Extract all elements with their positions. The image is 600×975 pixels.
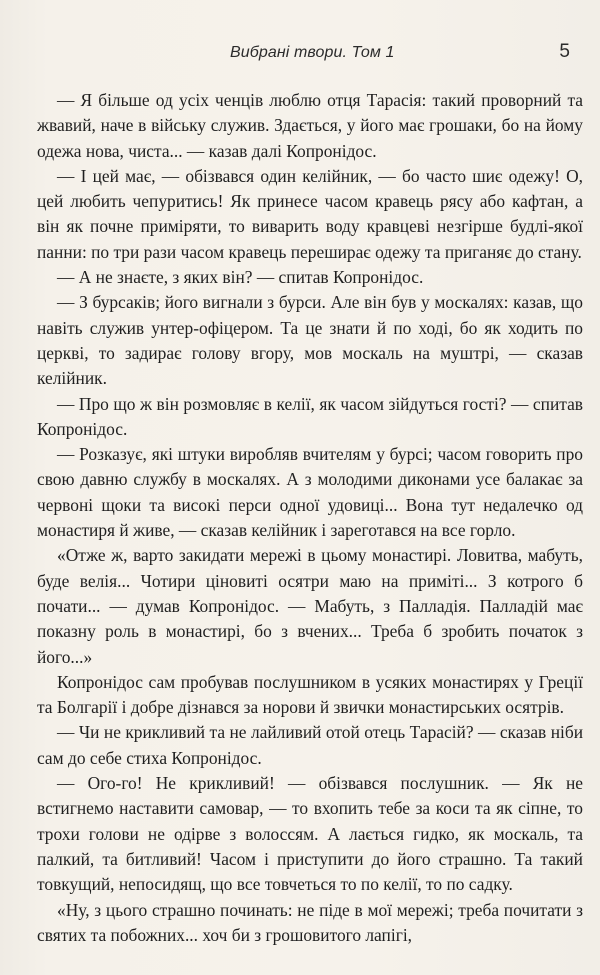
running-header [40,41,570,68]
header-title: Вибрані твори. Том 1 [230,44,395,61]
paragraph: — Розказує, які штуки виробляв вчителям у бурсі; часом говорить про свою давню службу в москалях. А з молодими диконами усе балакає за червоні щоки та високі перси одної удовиці... Вона тут недалечко од монастиря й живе, — сказав келійник і зареготався на все горло. [37,444,583,541]
paragraph: — А не знаєте, з яких він? — спитав Копронідос. [57,267,424,288]
paragraph: — Я більше од усіх ченців люблю отця Тарасія: такий проворний та жвавий, наче в війську служив. Здається, у його має грошаки, бо на йому одежа нова, чиста... — казав далі Копронідос. [37,90,583,161]
page-number: 5 [559,41,570,62]
paragraph: Копронідос сам пробував послушником в усяких монастирях у Греції та Болгарії і добре дізнався за норови й звички монастирських осятрів. [37,671,583,718]
paragraph: — І цей має, — обізвався один келійник, — бо часто шиє одежу! О, цей любить чепуритись! Як принесе часом кравець рясу або кафтан, а він як почне приміряти, то виварить воду кравцеві незгірше будлі-якої панни: по три рази часом кравець переширає одежу та приганяє до стану. [37,165,583,262]
paragraph: — З бурсаків; його вигнали з бурси. Але він був у москалях: казав, що навіть служив унтер-офіцером. Та це знати й по ході, бо як ходить по церкві, то задирає голову вгору, мов москаль на муштрі, — сказав келійник. [37,292,583,389]
paragraph: «Отже ж, варто закидати мережі в цьому монастирі. Ловитва, мабуть, буде велія... Чотири ціновиті осятри маю на приміті... З котрого б почати... — думав Копронідос. — Мабуть, з Палладія. Палладій має показну роль в монастирі, бо з вчених... Треба б зробить початок з його...» [37,545,583,667]
paragraph: — Ого-го! Не крикливий! — обізвався послушник. — Як не встигнемо наставити самовар, — то вхопить тебе за коси та як сіпне, то трохи голови не одірве з волоссям. А лається гидко, як москаль, та палкий, та битливий! Часом і приступити до його страшно. Та такий товкущий, непосидящ, що все товчеться то по келії, то по садку. [37,773,583,895]
paragraph: «Ну, з цього страшно починать: не піде в мої мережі; треба почитати з святих та побожних... хоч би з грошовитого лапігі, [37,899,583,945]
paragraph: — Чи не крикливий та не лайливий отой отець Тарасій? — сказав ніби сам до себе стиха Копронідос. [37,722,583,768]
body-text [37,88,583,948]
paragraph: — Про що ж він розмовляє в келії, як часом зійдуться гості? — спитав Копронідос. [37,393,583,439]
